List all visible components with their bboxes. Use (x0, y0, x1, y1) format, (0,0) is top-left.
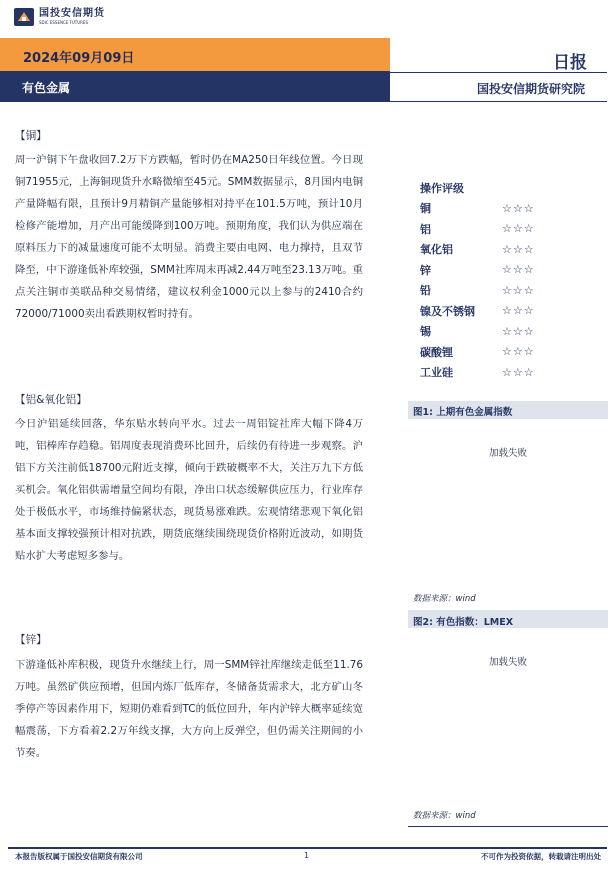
logo-mark-icon (14, 8, 34, 26)
rating-stars-icon: ☆☆☆ (502, 242, 535, 256)
rating-stars-icon: ☆☆☆ (502, 222, 535, 236)
rating-item (420, 301, 535, 322)
figure-2-title: 图2: 有色指数：LMEX (413, 617, 514, 628)
rating-stars-icon: ☆☆☆ (502, 345, 535, 359)
section-text-aluminum: 今日沪铝延续回落，华东贴水转向平水。过去一周铝锭社库大幅下降4万吨，铝棒库存趋稳。铝周度表现消费环比回升，后续仍有待进一步观察。沪铝下方关注前低18700元附近支撑，倾向于跌破概率不大，关注万九下方低买机会。氧化铝供需增量空间均有限，净出口状态缓解供应压力，行业库存处于极低水平，市场维持偏紧状态，现货易涨难跌。宏观情绪悲观下氧化铝基本面支撑较强预计相对抗跌，期货底继续围绕现货价格附近波动，如期货贴水扩大考虑短多参与。 (15, 418, 363, 562)
rating-title: 操作评级 (420, 182, 464, 195)
logo-name-en: SDIC ESSENCE FUTURES (39, 20, 89, 25)
section-title-aluminum: 【铝&氧化铝】 (15, 394, 87, 406)
rating-stars-icon: ☆☆☆ (502, 201, 535, 215)
rating-item-name: 碳酸锂 (420, 345, 453, 359)
rating-item (420, 260, 535, 281)
report-date: 2024年09月09日 (23, 51, 135, 66)
research-org: 国投安信期货研究院 (476, 82, 585, 96)
rating-stars-icon: ☆☆☆ (502, 263, 535, 277)
rating-item (420, 198, 535, 219)
rating-stars-icon: ☆☆☆ (502, 365, 535, 379)
figure-1-load-failed: 加载失败 (488, 448, 527, 459)
rating-item-name: 铅 (420, 284, 431, 298)
rating-item (420, 342, 535, 363)
section-title-zinc: 【锌】 (15, 634, 47, 646)
section-text-zinc: 下游逢低补库积极，现货升水继续上行，周一SMM锌社库继续走低至11.76万吨。虽然矿供应预增，但国内炼厂低库存，冬储备货需求大，北方矿山冬季停产等因素作用下，短期仍难看到TC的低位回升，年内沪锌大概率延续宽幅震荡，下方看着2.2万年线支撑，大方向上反弹空，但仍需关注期间的小节奏。 (15, 659, 363, 759)
rating-item-name: 锡 (420, 325, 431, 339)
header-divider (390, 101, 607, 102)
rating-list (420, 198, 535, 383)
section-text-copper: 周一沪铜下午盘收回7.2万下方跌幅，暂时仍在MA250日年线位置。今日现铜71955元，上海铜现货升水略微缩至45元。SMM数据显示，8月国内电铜产量降幅有限，且预计9月精铜产量能够相对持平在101.5万吨，预计10月检修产能增加，月产出可能缓降到100万吨。预期角度，我们认为供应端在原料压力下的减量速度可能不太明显。消费主要由电网、电力撑持，且双节降至，中下游逢低补库较强，SMM社库周末再减2.44万吨至23.13万吨。重点关注铜市美联品种交易情绪，建议权利金1000元以上参与的2410合约72000/71000卖出看跌期权暂时持有。 (15, 154, 363, 320)
report-type: 日报 (553, 53, 587, 73)
rating-item (420, 239, 535, 260)
figure-2-load-failed: 加载失败 (488, 657, 527, 668)
rating-stars-icon: ☆☆☆ (502, 304, 535, 318)
rating-item-name: 铝 (420, 222, 431, 236)
logo-name-cn: 国投安信期货 (39, 8, 105, 19)
figure-1-source: 数据来源：wind (413, 594, 476, 604)
figure-2-source: 数据来源：wind (413, 811, 476, 821)
company-logo (14, 8, 105, 26)
sector-name: 有色金属 (22, 81, 71, 95)
figure-divider (408, 826, 608, 827)
rating-item-name: 锌 (420, 263, 431, 277)
rating-item-name: 铜 (420, 202, 431, 216)
header-divider (390, 72, 607, 73)
rating-item (420, 219, 535, 240)
rating-item-name: 镍及不锈钢 (420, 304, 475, 318)
footer-disclaimer: 不可作为投资依据，转载请注明出处 (481, 852, 601, 861)
footer-copyright: 本报告版权属于国投安信期货有限公司 (15, 852, 143, 861)
rating-stars-icon: ☆☆☆ (502, 283, 535, 297)
footer-divider (8, 847, 607, 849)
section-title-copper: 【铜】 (15, 130, 47, 142)
rating-item (420, 362, 535, 383)
rating-item (420, 321, 535, 342)
rating-item (420, 280, 535, 301)
figure-1-title: 图1: 上期有色金属指数 (413, 407, 513, 418)
rating-item-name: 工业硅 (420, 366, 453, 380)
page-number: 1 (304, 851, 310, 860)
rating-item-name: 氧化铝 (420, 243, 453, 257)
rating-stars-icon: ☆☆☆ (502, 324, 535, 338)
